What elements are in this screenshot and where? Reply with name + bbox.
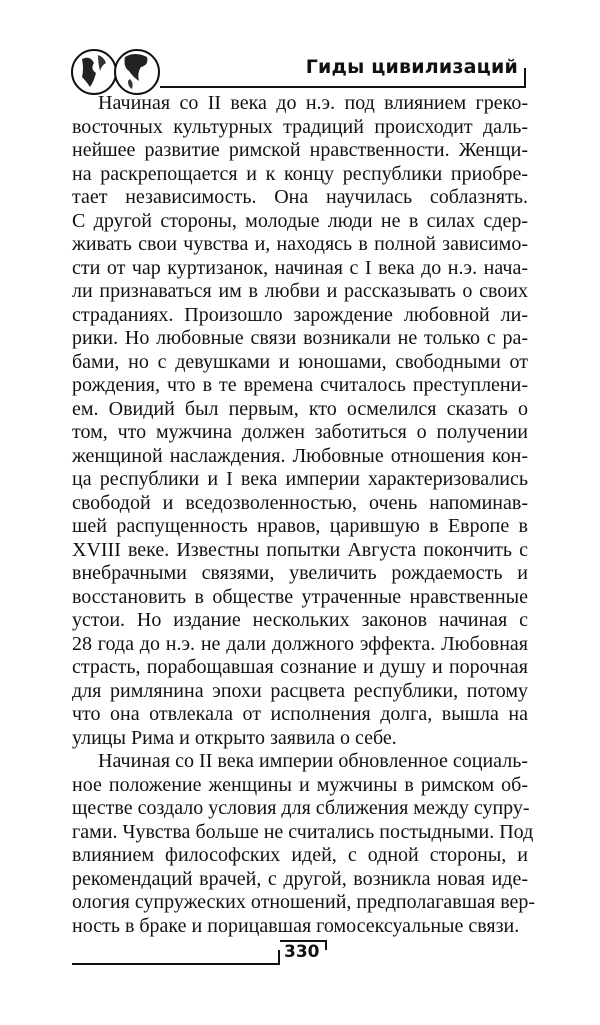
text-line: ем. Овидий был первым, кто осмелился сказать о [72, 397, 528, 420]
text-line: страданиях. Произошло зарождение любовной ли- [72, 303, 528, 326]
text-line: бами, но с девушками и юношами, свободными от [72, 350, 528, 373]
header-rule [160, 86, 525, 88]
text-line: Начиная со II века империи обновленное социаль- [98, 750, 528, 772]
text-line: внебрачными связями, увеличить рождаемость и [72, 562, 528, 584]
text-line: устои. Но издание нескольких законов начиная с [72, 609, 528, 631]
running-header-title: Гиды цивилизаций [305, 56, 518, 78]
footer-rule [72, 963, 280, 965]
text-line: 28 года до н.э. не дали должного эффекта. Любовная [72, 632, 528, 655]
text-line: страсть, порабощавшая сознание и душу и порочная [72, 656, 528, 678]
text-line: ца республики и I века империи характеризовались [72, 468, 528, 490]
text-line: живать свои чувства и, находясь в полной зависимо- [72, 233, 528, 255]
footer-bracket [278, 950, 280, 965]
text-line: нейшее развитие римской нравственности. Женщи- [72, 139, 528, 161]
paragraph [72, 750, 536, 938]
text-line: гами. Чувства больше не считались постыдными. Под [72, 820, 534, 843]
footer-bracket [325, 940, 327, 950]
text-line: что она отвлекала от исполнения долга, вышла на [72, 703, 528, 725]
text-line: на раскрепощается и к концу республики приобре- [72, 162, 528, 185]
text-line: XVIII веке. Известны попытки Августа покончить с [72, 538, 528, 561]
text-line: ность в браке и порицавшая гомосексуальные связи. [72, 914, 520, 937]
text-line: шей распущенность нравов, царившую в Европе в [72, 515, 528, 537]
text-line: восстановить в обществе утраченные нравственные [72, 585, 528, 608]
text-line: ществе создало условия для сближения между супру- [72, 797, 530, 819]
text-line: рождения, что в те времена считалось преступлени- [72, 374, 528, 396]
paragraph [72, 92, 528, 750]
text-line: влиянием философских идей, с одной стороны, и [72, 844, 528, 866]
text-line: сти от чар куртизанок, начиная с I века до н.э. нача- [72, 256, 528, 279]
body-text [72, 92, 536, 938]
text-line: восточных культурных традиций происходит даль- [72, 115, 528, 138]
header-rule-tick [524, 68, 526, 88]
text-line: ное положение женщины и мужчины в римском об- [72, 773, 528, 796]
text-line: для римлянина эпохи расцвета республики, потому [72, 679, 528, 702]
page-number: 330 [284, 942, 320, 962]
text-line: женщиной наслаждения. Любовные отношения кон- [72, 444, 528, 467]
text-line: улицы Рима и открыто заявила о себе. [72, 726, 397, 749]
text-line: тает независимость. Она научилась соблазнять. [72, 186, 528, 208]
text-line: С другой стороны, молодые люди не в силах сдер- [72, 209, 528, 232]
text-line: свободой и вседозволенностью, очень напоминав- [72, 491, 528, 514]
text-line: ли признаваться им в любви и рассказывать о своих [72, 280, 528, 302]
two-globes-icon [70, 45, 162, 99]
text-line: ология супружеских отношений, предполагавшая вер- [72, 891, 536, 913]
text-line: рекомендаций врачей, с другой, возникла новая иде- [72, 867, 528, 890]
text-line: Начиная со II века до н.э. под влиянием греко- [98, 92, 528, 114]
text-line: том, что мужчина должен заботиться о получении [72, 421, 528, 443]
text-line: рики. Но любовные связи возникали не только с ра- [72, 327, 528, 349]
